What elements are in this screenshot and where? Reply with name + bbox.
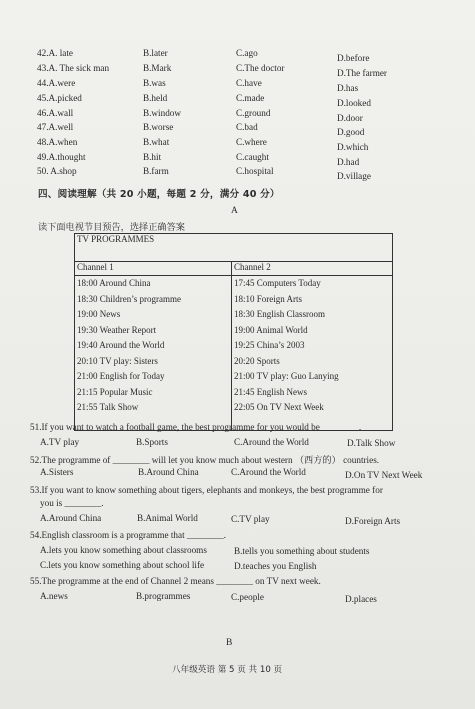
cloze-option-d: D.village (337, 171, 371, 181)
question-51-option-a: A.TV play (40, 437, 80, 447)
question-51-option-d: D.Talk Show (347, 438, 396, 448)
cloze-question-option-a: 45.A.picked (37, 93, 82, 103)
question-51-stem: 51.If you want to watch a football game, the best programme for you would be ________. (30, 422, 362, 432)
question-51-option-c: C.Around the World (234, 437, 309, 447)
question-55-option-c: C.people (231, 592, 264, 602)
cloze-option-b: B.Mark (143, 63, 172, 73)
cloze-option-d: D.which (337, 142, 369, 152)
channel2-header: Channel 2 (232, 262, 393, 276)
cloze-question-option-a: 42.A. late (37, 48, 73, 58)
cloze-option-d: D.has (337, 83, 359, 93)
question-54-option-b: B.tells you something about students (234, 546, 370, 556)
channel2-programme: 19:25 China’s 2003 (234, 340, 305, 350)
question-53-option-a: A.Around China (40, 513, 102, 523)
cloze-option-d: D.The farmer (337, 68, 387, 78)
cloze-option-b: B.later (143, 48, 168, 58)
channel1-programme: 18:30 Children’s programme (77, 293, 181, 304)
channel2-programme: 20:20 Sports (234, 355, 280, 366)
cloze-option-d: D.had (337, 157, 360, 167)
cloze-option-b: B.window (143, 108, 182, 118)
passage-b-letter: B (226, 638, 233, 648)
channel1-programme: 19:30 Weather Report (77, 324, 157, 335)
question-52-stem: 52.The programme of ________ will let you know much about western （西方的） countries. (30, 455, 380, 465)
channel2-programme: 17:45 Computers Today (234, 278, 321, 288)
channel1-programme: 21:15 Popular Music (77, 386, 153, 397)
question-54-option-a: A.lets you know something about classrooms (40, 545, 207, 555)
channel2-programme: 18:10 Foreign Arts (234, 293, 303, 304)
cloze-option-c: C.ago (236, 48, 258, 58)
cloze-question-option-a: 46.A.wall (37, 108, 74, 118)
channel2-list (232, 276, 393, 431)
question-53-option-c: C.TV play (231, 514, 270, 524)
question-52-option-a: A.Sisters (40, 467, 74, 477)
channel2-programme: 21:45 English News (234, 386, 307, 397)
question-55-option-a: A.news (40, 591, 68, 601)
cloze-option-d: D.door (337, 113, 363, 123)
cloze-option-d: D.looked (337, 98, 371, 108)
question-52-option-b: B.Around China (138, 467, 199, 477)
cloze-question-option-a: 43.A. The sick man (37, 63, 110, 73)
channel1-programme: 19:00 News (77, 309, 121, 319)
channel1-programme: 21:00 English for Today (77, 371, 165, 381)
question-55-option-d: D.places (345, 594, 377, 604)
cloze-option-c: C.have (236, 78, 262, 88)
question-53-stem: 53.If you want to know something about tigers, elephants and monkeys, the best programme for (30, 485, 383, 495)
question-52-option-c: C.Around the World (231, 467, 306, 477)
channel2-programme: 19:00 Animal World (234, 324, 308, 335)
channel1-programme: 18:00 Around China (77, 278, 151, 288)
cloze-option-b: B.was (143, 78, 166, 88)
cloze-option-b: B.farm (143, 166, 169, 176)
question-53-option-b: B.Animal World (137, 513, 198, 523)
cloze-question-option-a: 47.A.well (37, 122, 74, 132)
channel2-programme: 22:05 On TV Next Week (234, 402, 324, 412)
cloze-option-c: C.where (236, 137, 267, 147)
cloze-option-b: B.hit (143, 152, 162, 162)
question-52-option-d: D.On TV Next Week (345, 470, 423, 480)
passage-a-instruction: 读下面电视节目预告，选择正确答案 (38, 222, 185, 233)
cloze-question-option-a: 44.A.were (37, 78, 76, 88)
cloze-option-c: C.caught (236, 152, 269, 162)
question-54-option-c: C.lets you know something about school life (40, 560, 205, 570)
channel1-programme: 20:10 TV play: Sisters (77, 355, 158, 366)
channel1-programme: 19:40 Around the World (77, 340, 165, 350)
question-53-stem-continued: you is ________. (40, 498, 104, 508)
cloze-option-d: D.good (337, 127, 365, 137)
question-55-option-b: B.programmes (136, 591, 191, 601)
tv-programmes-table (74, 233, 393, 431)
cloze-option-c: C.bad (236, 122, 258, 132)
channel1-programme: 21:55 Talk Show (77, 402, 139, 412)
cloze-option-b: B.what (143, 137, 170, 147)
cloze-option-c: C.The doctor (236, 63, 285, 73)
channel1-header: Channel 1 (75, 262, 232, 276)
tv-table-title: TV PROGRAMMES (75, 234, 393, 262)
passage-a-letter: A (231, 206, 238, 216)
channel1-list (75, 276, 232, 431)
cloze-option-b: B.held (143, 93, 168, 103)
page-footer: 八年级英语 第 5 页 共 10 页 (172, 665, 283, 675)
question-54-option-d: D.teaches you English (234, 561, 317, 571)
question-54-stem: 54.English classroom is a programme that ________. (30, 530, 226, 540)
cloze-option-c: C.ground (236, 108, 271, 118)
channel2-programme: 18:30 English Classroom (234, 309, 326, 319)
question-51-option-b: B.Sports (136, 437, 168, 447)
question-53-option-d: D.Foreign Arts (345, 516, 401, 526)
cloze-question-option-a: 49.A.thought (37, 152, 86, 162)
section-heading: 四、阅读理解（共 20 小题，每题 2 分，满分 40 分） (38, 189, 280, 200)
cloze-option-c: C.hospital (236, 166, 274, 176)
cloze-question-option-a: 50. A.shop (37, 166, 77, 176)
channel2-programme: 21:00 TV play: Guo Lanying (234, 371, 339, 381)
question-55-stem: 55.The programme at the end of Channel 2 means ________ on TV next week. (30, 576, 321, 586)
cloze-option-b: B.worse (143, 122, 174, 132)
cloze-option-c: C.made (236, 93, 265, 103)
cloze-option-d: D.before (337, 53, 370, 63)
cloze-question-option-a: 48.A.when (37, 137, 78, 147)
